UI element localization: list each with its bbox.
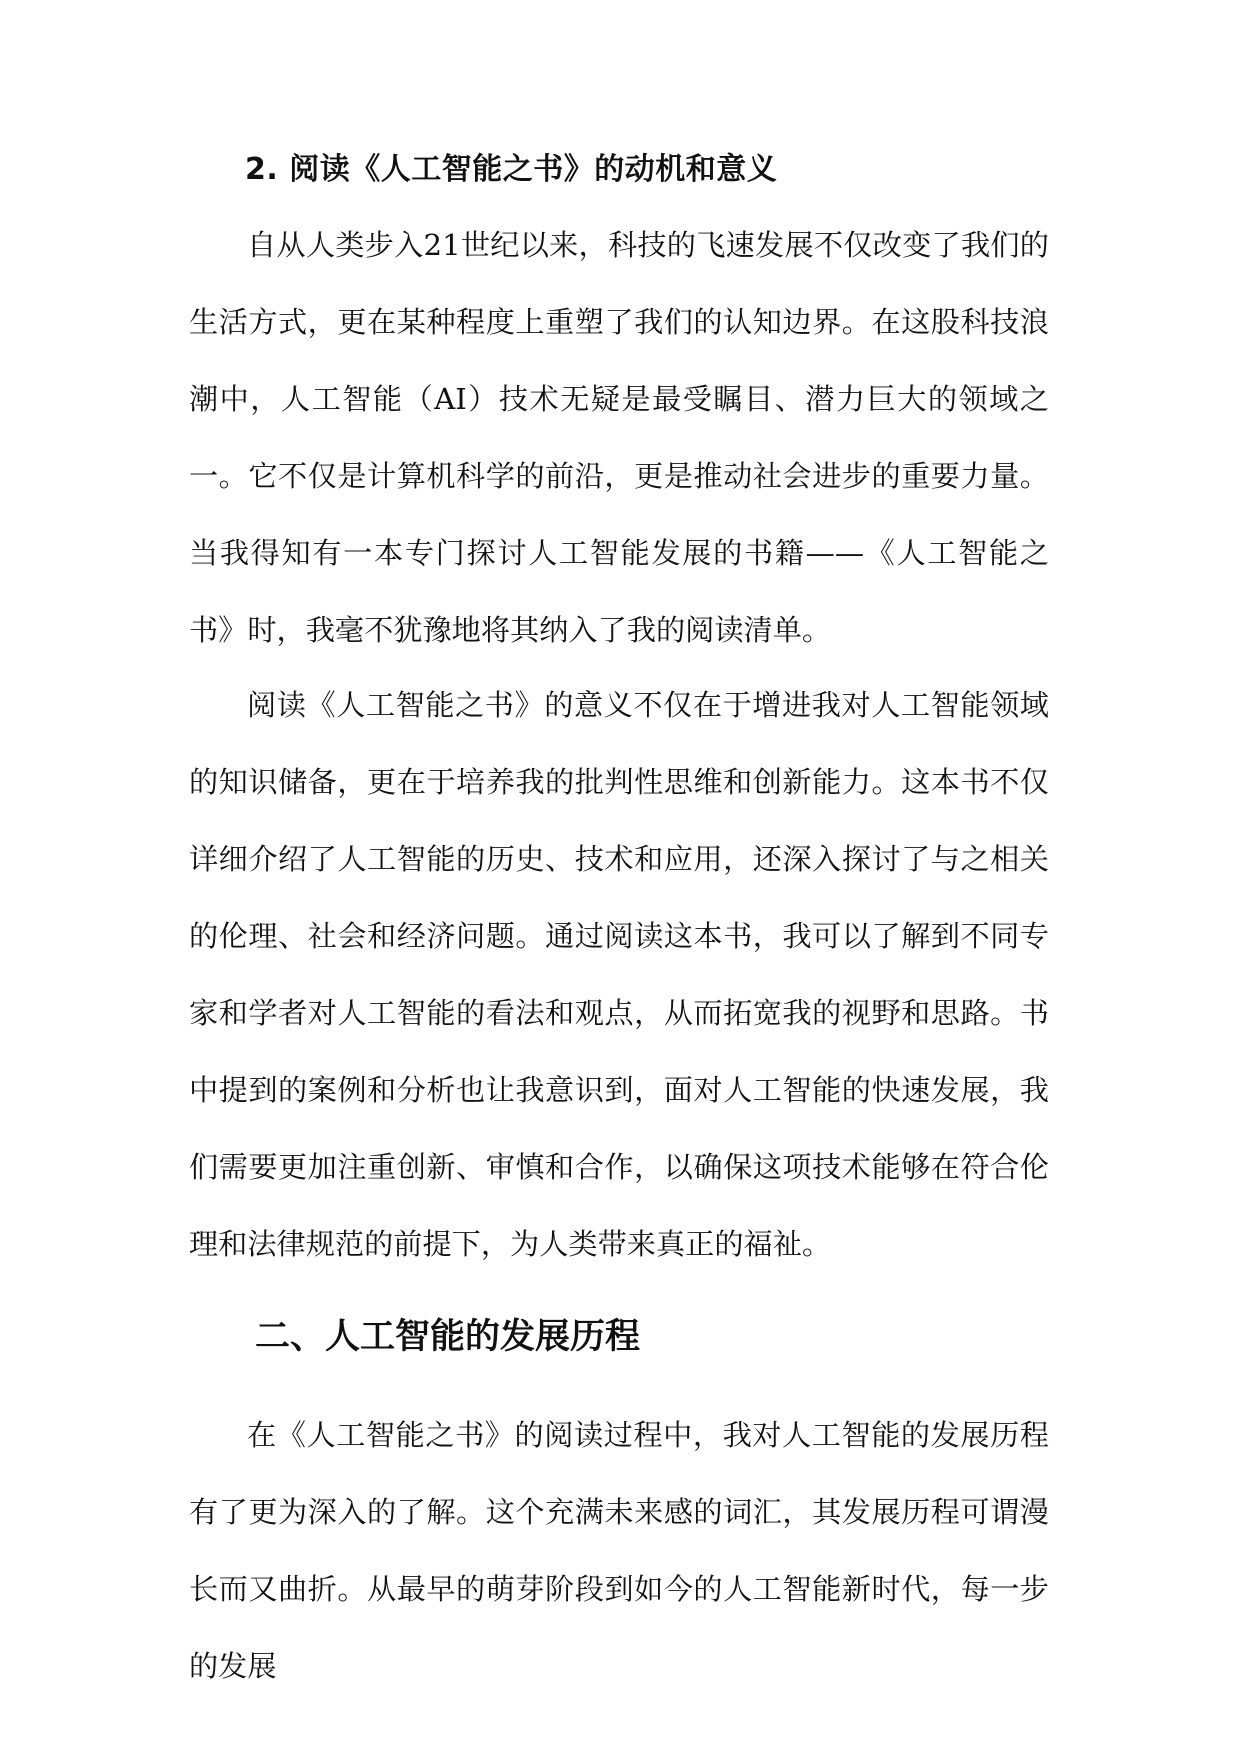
paragraph-motivation: 自从人类步入21世纪以来，科技的飞速发展不仅改变了我们的生活方式，更在某种程度上重塑了我们的认知边界。在这股科技浪潮中，人工智能（AI）技术无疑是最受瞩目、潜力巨大的领域之一。它不仅是计算机科学的前沿，更是推动社会进步的重要力量。当我得知有一本专门探讨人工智能发展的书籍——《人工智能之书》时，我毫不犹豫地将其纳入了我的阅读清单。 xyxy=(189,228,1049,647)
chapter-heading: 二、人工智能的发展历程 xyxy=(255,1317,641,1357)
section-heading: 2. 阅读《人工智能之书》的动机和意义 xyxy=(245,152,778,187)
paragraph-history-intro: 在《人工智能之书》的阅读过程中，我对人工智能的发展历程有了更为深入的了解。这个充满未来感的词汇，其发展历程可谓漫长而又曲折。从最早的萌芽阶段到如今的人工智能新时代，每一步的发展 xyxy=(189,1418,1049,1683)
paragraph-significance: 阅读《人工智能之书》的意义不仅在于增进我对人工智能领域的知识储备，更在于培养我的批判性思维和创新能力。这本书不仅详细介绍了人工智能的历史、技术和应用，还深入探讨了与之相关的伦理、社会和经济问题。通过阅读这本书，我可以了解到不同专家和学者对人工智能的看法和观点，从而拓宽我的视野和思路。书中提到的案例和分析也让我意识到，面对人工智能的快速发展，我们需要更加注重创新、审慎和合作，以确保这项技术能够在符合伦理和法律规范的前提下，为人类带来真正的福祉。 xyxy=(189,688,1049,1261)
